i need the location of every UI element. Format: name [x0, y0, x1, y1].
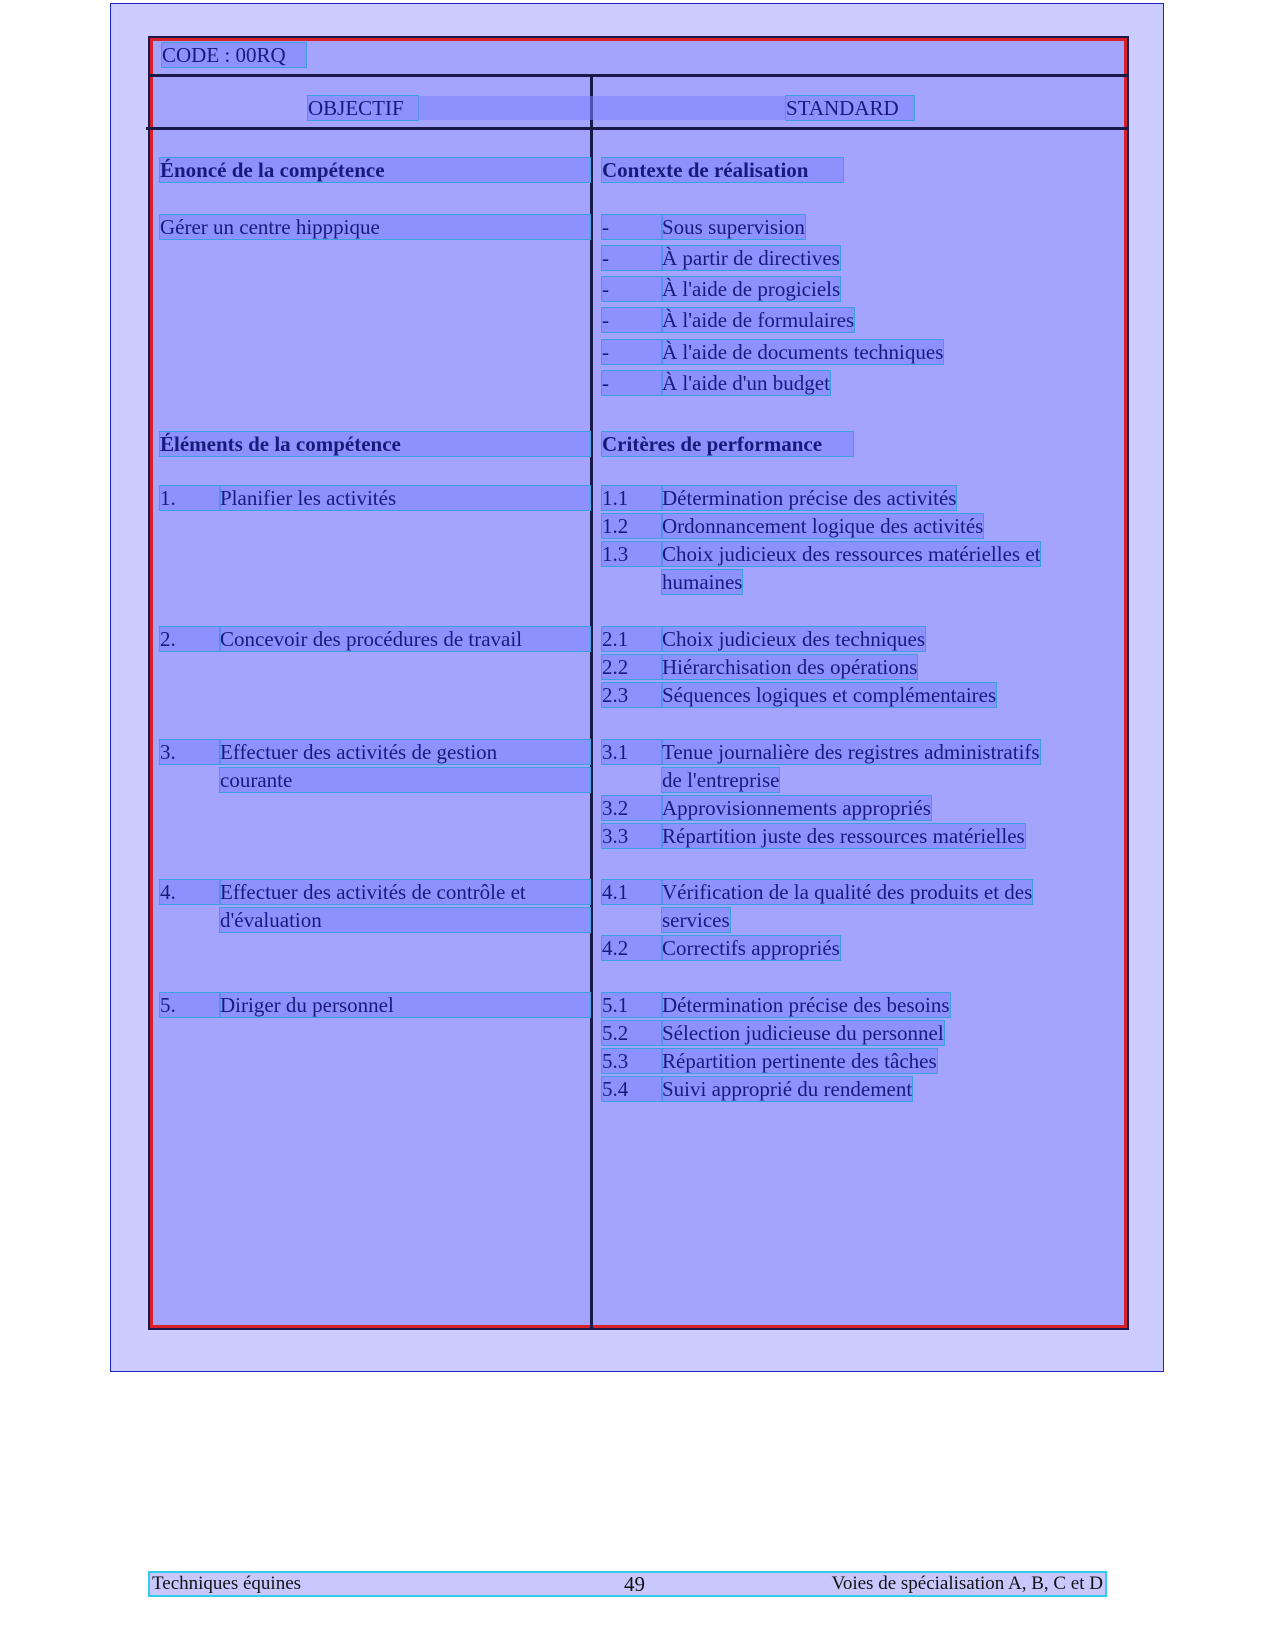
criterion-text: Approvisionnements appropriés [662, 796, 931, 820]
criterion-text: Suivi approprié du rendement [662, 1077, 913, 1101]
page-number: 49 [624, 1572, 645, 1596]
element-number: 1. [160, 486, 220, 510]
context-item-text: À partir de directives [662, 246, 840, 270]
criterion-number: 2.1 [602, 627, 662, 651]
header-highlight-bar [418, 96, 786, 120]
contexte-heading: Contexte de réalisation [602, 158, 843, 182]
context-item-marker: - [602, 340, 662, 364]
criterion-number: 4.2 [602, 936, 662, 960]
element-number: 4. [160, 880, 220, 904]
criterion-text: Répartition pertinente des tâches [662, 1049, 937, 1073]
context-item-text: À l'aide de progiciels [662, 277, 841, 301]
criterion-number: 2.3 [602, 683, 662, 707]
enonce-heading: Énoncé de la compétence [160, 158, 590, 182]
criterion-number: 3.2 [602, 796, 662, 820]
criterion-number: 5.2 [602, 1021, 662, 1045]
criterion-text: Choix judicieux des ressources matérielles et [662, 542, 1041, 566]
criterion-number: 5.3 [602, 1049, 662, 1073]
elements-heading: Éléments de la compétence [160, 432, 590, 456]
header-top-rule [150, 74, 1127, 77]
criterion-number: 5.4 [602, 1077, 662, 1101]
context-item-marker: - [602, 215, 662, 239]
criterion-text: Hiérarchisation des opérations [662, 655, 918, 679]
criterion-text: Séquences logiques et complémentaires [662, 683, 997, 707]
header-bottom-rule [146, 127, 1127, 130]
criterion-text-continued: services [662, 908, 730, 932]
criterion-number: 2.2 [602, 655, 662, 679]
criterion-text: Correctifs appropriés [662, 936, 840, 960]
code-label: CODE : 00RQ [162, 43, 306, 67]
criterion-number: 3.3 [602, 824, 662, 848]
element-text-continued: courante [220, 768, 590, 792]
competence-statement: Gérer un centre hipppique [160, 215, 590, 239]
criteres-heading: Critères de performance [602, 432, 853, 456]
context-item-text: À l'aide de formulaires [662, 308, 855, 332]
criterion-text: Tenue journalière des registres administratifs [662, 740, 1040, 764]
criterion-text: Choix judicieux des techniques [662, 627, 926, 651]
criterion-number: 1.1 [602, 486, 662, 510]
element-text-continued: d'évaluation [220, 908, 590, 932]
criterion-text: Vérification de la qualité des produits et des [662, 880, 1033, 904]
element-text: Effectuer des activités de contrôle et [220, 880, 590, 904]
criterion-number: 1.3 [602, 542, 662, 566]
criterion-text-continued: humaines [662, 570, 743, 594]
criterion-text: Ordonnancement logique des activités [662, 514, 984, 538]
column-header-standard: STANDARD [786, 96, 914, 120]
context-item-marker: - [602, 371, 662, 395]
criterion-number: 3.1 [602, 740, 662, 764]
footer-program: Techniques équines [152, 1573, 302, 1594]
criterion-number: 1.2 [602, 514, 662, 538]
context-item-text: À l'aide d'un budget [662, 371, 830, 395]
criterion-number: 4.1 [602, 880, 662, 904]
element-text: Effectuer des activités de gestion [220, 740, 590, 764]
context-item-marker: - [602, 308, 662, 332]
criterion-text: Sélection judicieuse du personnel [662, 1021, 944, 1045]
context-item-text: À l'aide de documents techniques [662, 340, 944, 364]
column-divider [590, 75, 593, 1328]
element-number: 5. [160, 993, 220, 1017]
element-text: Planifier les activités [220, 486, 590, 510]
element-number: 3. [160, 740, 220, 764]
element-text: Concevoir des procédures de travail [220, 627, 590, 651]
element-number: 2. [160, 627, 220, 651]
element-text: Diriger du personnel [220, 993, 590, 1017]
context-item-marker: - [602, 277, 662, 301]
criterion-text-continued: de l'entreprise [662, 768, 780, 792]
criterion-text: Détermination précise des besoins [662, 993, 950, 1017]
criterion-text: Détermination précise des activités [662, 486, 957, 510]
context-item-text: Sous supervision [662, 215, 805, 239]
criterion-number: 5.1 [602, 993, 662, 1017]
footer-specialisation: Voies de spécialisation A, B, C et D [831, 1573, 1103, 1594]
column-header-objectif: OBJECTIF [308, 96, 418, 120]
criterion-text: Répartition juste des ressources matérielles [662, 824, 1025, 848]
page-footer [150, 1573, 1105, 1595]
context-item-marker: - [602, 246, 662, 270]
